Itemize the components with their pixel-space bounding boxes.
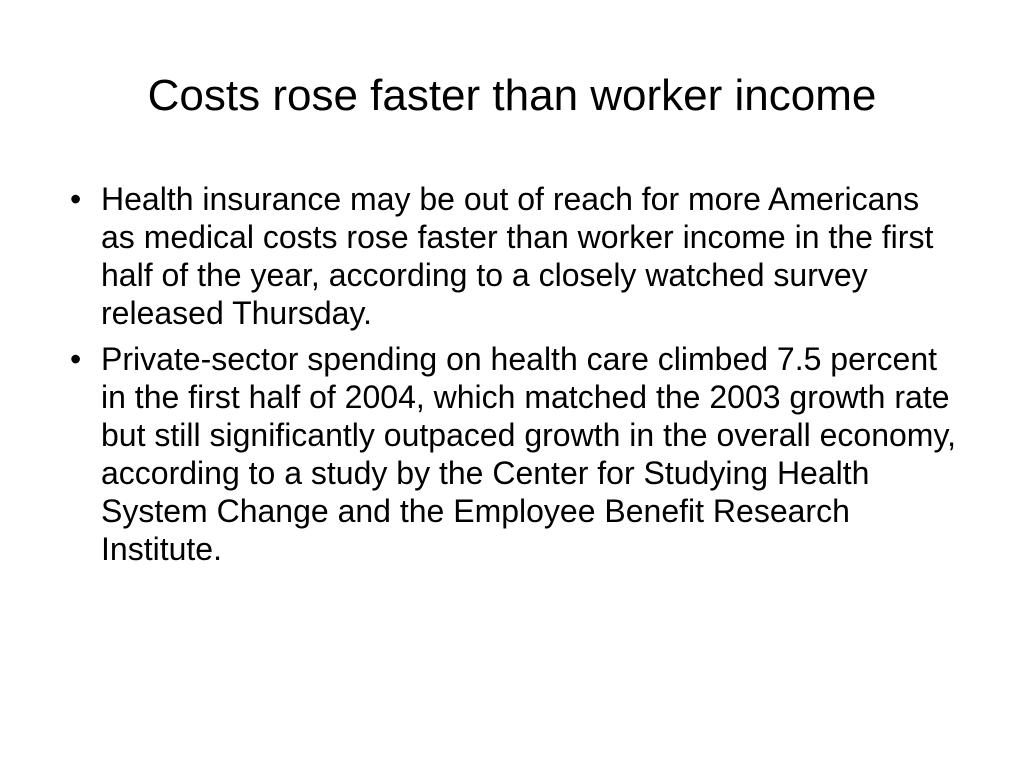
bullet-list [70,180,960,576]
bullet-icon: • [70,341,82,377]
bullet-icon: • [70,181,82,217]
bullet-text: Private-sector spending on health care climbed 7.5 percent in the first half of 2004, which matched the 2003 growth rate but still significantly outpaced growth in the overall economy, according to a study by the Center for Studying Health System Change and the Employee Benefit Research Institute. [101,341,956,567]
bullet-item [70,180,960,332]
slide-title: Costs rose faster than worker income [147,71,877,120]
bullet-text: Health insurance may be out of reach for more Americans as medical costs rose faster than worker income in the first half of the year, according to a closely watched survey released Thursday. [101,181,934,331]
bullet-item [70,340,960,568]
